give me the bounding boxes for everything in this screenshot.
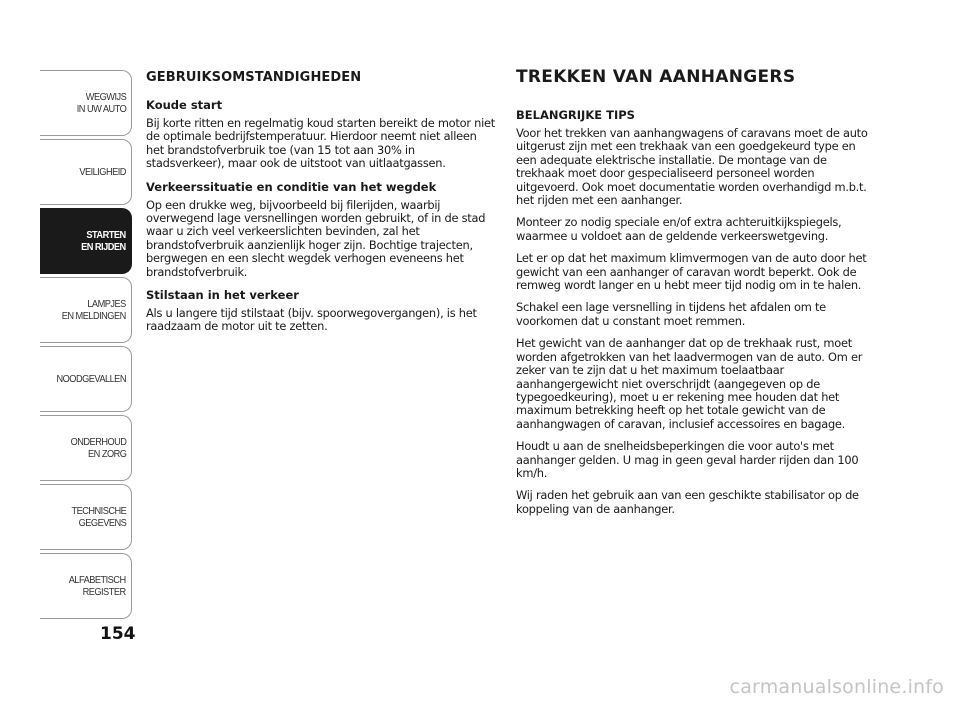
tab-noodgevallen[interactable]	[40, 346, 132, 412]
tab-label: LAMPJES EN MELDINGEN	[61, 298, 126, 322]
paragraph: Als u langere tijd stilstaat (bijv. spoorwegovergangen), is het raadzaam de motor uit te zetten.	[146, 306, 477, 334]
tab-technische-gegevens[interactable]	[40, 484, 132, 550]
paragraph: Het gewicht van de aanhanger dat op de trekhaak rust, moet worden afgetrokken van het laadvermogen van de auto. Om er zeker van te zijn dat u het maximum toelaatbaar aanhangergewicht niet overschrijdt (aangegeven op de typegoedkeuring), moet u er rekening mee houden dat het maximum betrekking heeft op het totale gewicht van de aanhangwagen of caravan, inclusief accessoires en bagage.	[516, 336, 863, 431]
watermark: carmanualsonline.info	[729, 676, 944, 698]
subsection-title: Stilstaan in het verkeer	[146, 288, 299, 303]
tab-starten-en-rijden[interactable]	[40, 208, 132, 274]
subsection-title: Koude start	[146, 98, 223, 112]
section-heading: GEBRUIKSOMSTANDIGHEDEN	[146, 70, 362, 85]
subsection-title: Verkeerssituatie en conditie van het wegdek	[146, 179, 437, 194]
paragraph: Bij korte ritten en regelmatig koud starten bereikt de motor niet de optimale bedrijfstemperatuur. Hierdoor neemt niet alleen het brandstofverbruik toe (van 15 tot aan 30% in stadsverkeer), maar ook de uitstoot van uitlaatgassen.	[146, 116, 495, 171]
right-column	[516, 67, 870, 525]
paragraph: Wij raden het gebruik aan van een geschikte stabilisator op de koppeling van de aanhanger.	[516, 488, 859, 516]
tab-label: STARTEN EN RIJDEN	[81, 229, 126, 253]
tab-alfabetisch-register[interactable]	[40, 553, 132, 619]
tab-label: ALFABETISCH REGISTER	[69, 574, 126, 598]
paragraph: Voor het trekken van aanhangwagens of caravans moet de auto uitgerust zijn met een trekhaak van een goedgekeurd type en een adequate elektrische installatie. De montage van de trekhaak moet door gespecialiseerd personeel worden uitgevoerd. Ook moet documentatie worden overhandigd m.b.t. het rijden met een aanhanger.	[516, 126, 868, 208]
paragraph: Houdt u aan de snelheidsbeperkingen die voor auto's met aanhanger gelden. U mag in geen geval harder rijden dan 100 km/h.	[516, 439, 859, 480]
tab-label: VEILIGHEID	[79, 166, 126, 178]
page-number: 154	[100, 624, 136, 644]
tab-label: TECHNISCHE GEGEVENS	[71, 505, 126, 529]
subsection-title: BELANGRIJKE TIPS	[516, 108, 635, 122]
tab-veiligheid[interactable]	[40, 139, 132, 205]
chapter-title: TREKKEN VAN AANHANGERS	[516, 67, 796, 87]
tab-label: WEGWIJS IN UW AUTO	[76, 91, 126, 115]
paragraph: Op een drukke weg, bijvoorbeeld bij filerijden, waarbij overwegend lage versnellingen worden gebruikt, of in de stad waar u zich veel verkeerslichten bevinden, zal het brandstofverbruik aanzienlijk hoger zijn. Bochtige trajecten, bergwegen en een slecht wegdek verhogen eveneens het brandstofverbruik.	[146, 197, 486, 279]
tab-label: NOODGEVALLEN	[56, 373, 126, 385]
paragraph: Monteer zo nodig speciale en/of extra achteruitkijkspiegels, waarmee u voldoet aan de geldende verkeerswetgeving.	[516, 215, 842, 243]
paragraph: Let er op dat het maximum klimvermogen van de auto door het gewicht van een aanhanger of caravan wordt beperkt. Ook de remweg wordt langer en u hebt meer tijd nodig om in te halen.	[516, 251, 867, 293]
left-column	[146, 70, 496, 343]
tab-wegwijs[interactable]	[40, 70, 132, 136]
tab-label: ONDERHOUD EN ZORG	[70, 436, 126, 460]
tab-onderhoud[interactable]	[40, 415, 132, 481]
tab-lampjes[interactable]	[40, 277, 132, 343]
paragraph: Schakel een lage versnelling in tijdens het afdalen om te voorkomen dat u constant moet remmen.	[516, 300, 826, 328]
